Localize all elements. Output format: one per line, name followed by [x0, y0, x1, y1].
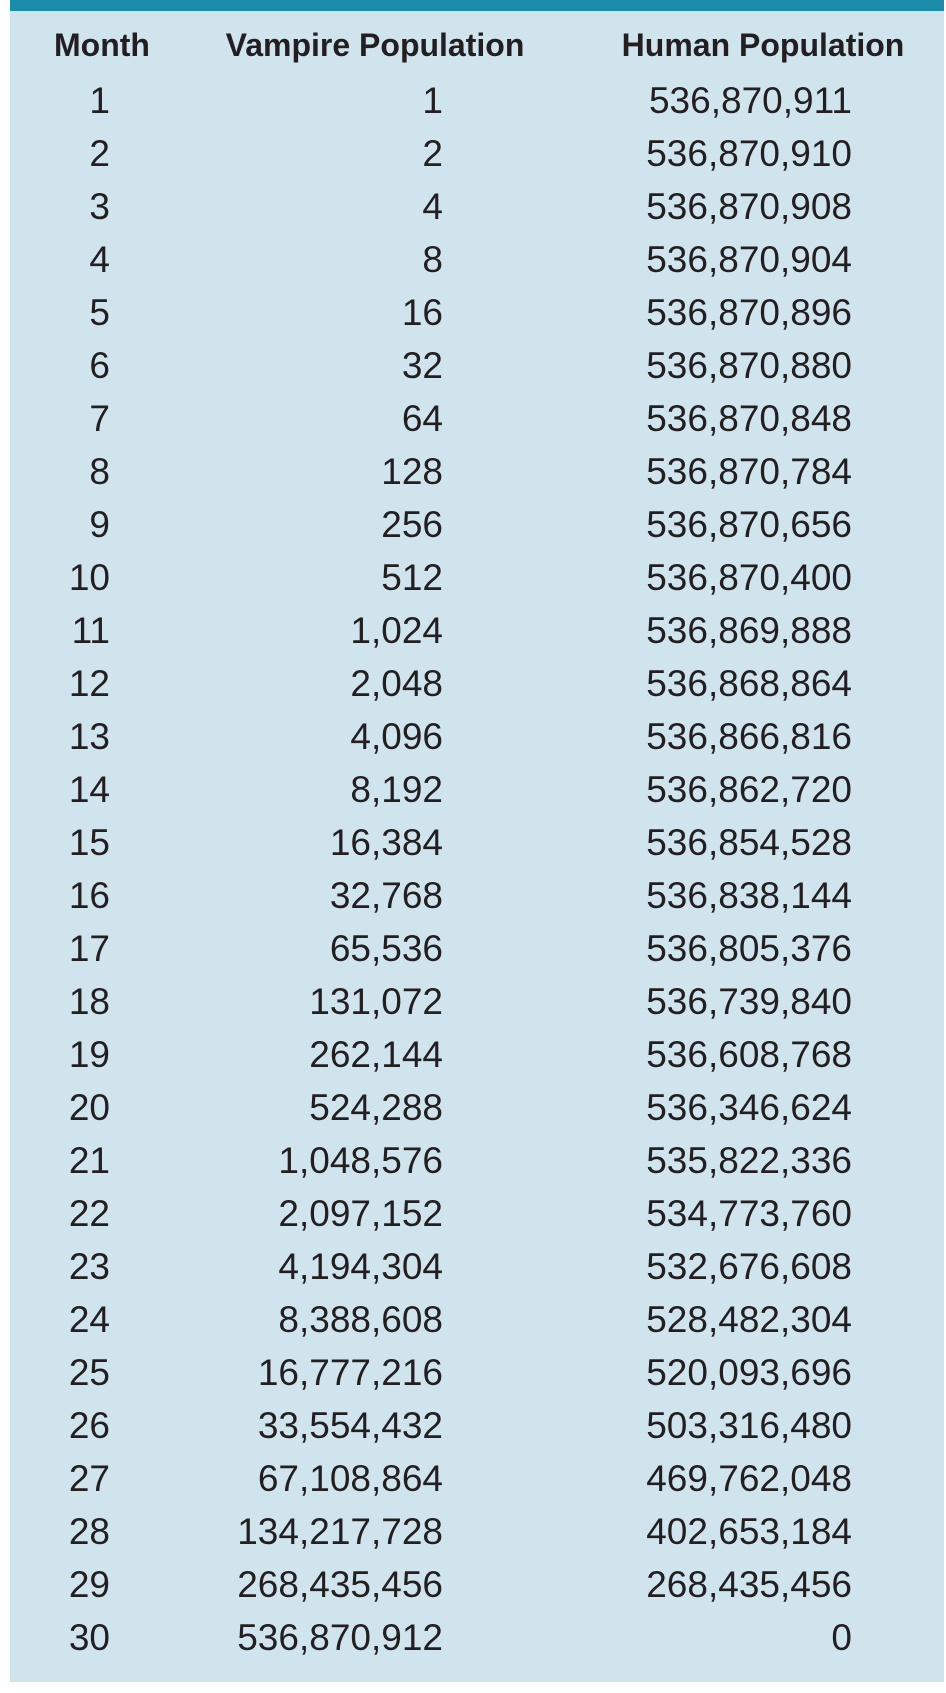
cell-month: 25	[68, 1352, 110, 1393]
cell-month: 21	[68, 1140, 110, 1181]
table-row	[10, 233, 944, 286]
cell-vampire-population: 64	[401, 398, 443, 439]
table-row	[10, 127, 944, 180]
cell-month: 4	[89, 239, 110, 280]
cell-month: 22	[68, 1193, 110, 1234]
cell-human-population: 536,866,816	[646, 716, 852, 757]
cell-human-population: 535,822,336	[646, 1140, 852, 1181]
cell-vampire-population: 1,048,576	[278, 1140, 443, 1181]
table-header-row	[10, 11, 944, 75]
cell-human-population: 536,870,848	[646, 398, 852, 439]
cell-vampire-population: 512	[381, 557, 443, 598]
cell-vampire-population: 134,217,728	[237, 1511, 443, 1552]
table-row	[10, 1293, 944, 1346]
cell-month: 12	[68, 663, 110, 704]
cell-vampire-population: 16,384	[329, 822, 443, 863]
cell-vampire-population: 32	[401, 345, 443, 386]
cell-human-population: 536,854,528	[646, 822, 852, 863]
table-row	[10, 604, 944, 657]
cell-human-population: 402,653,184	[646, 1511, 852, 1552]
cell-human-population: 536,862,720	[646, 769, 852, 810]
cell-human-population: 503,316,480	[646, 1405, 852, 1446]
cell-month: 29	[68, 1564, 110, 1605]
table-row	[10, 1399, 944, 1452]
table-body	[10, 74, 944, 1664]
table-row	[10, 1346, 944, 1399]
table-row	[10, 816, 944, 869]
table-row	[10, 1505, 944, 1558]
cell-vampire-population: 8	[422, 239, 443, 280]
table-row	[10, 445, 944, 498]
table-row	[10, 74, 944, 127]
cell-human-population: 268,435,456	[646, 1564, 852, 1605]
cell-human-population: 536,346,624	[646, 1087, 852, 1128]
cell-month: 15	[68, 822, 110, 863]
cell-vampire-population: 33,554,432	[257, 1405, 443, 1446]
cell-vampire-population: 16	[401, 292, 443, 333]
table-row	[10, 286, 944, 339]
cell-month: 10	[68, 557, 110, 598]
cell-vampire-population: 4,194,304	[278, 1246, 443, 1287]
cell-human-population: 536,869,888	[646, 610, 852, 651]
table-row	[10, 1611, 944, 1664]
column-header-human-population: Human Population	[621, 27, 905, 63]
table-row	[10, 392, 944, 445]
cell-vampire-population: 131,072	[309, 981, 443, 1022]
cell-human-population: 536,868,864	[646, 663, 852, 704]
cell-month: 26	[68, 1405, 110, 1446]
cell-month: 23	[68, 1246, 110, 1287]
cell-vampire-population: 1,024	[350, 610, 443, 651]
cell-vampire-population: 268,435,456	[237, 1564, 443, 1605]
cell-month: 19	[68, 1034, 110, 1075]
cell-vampire-population: 65,536	[329, 928, 443, 969]
cell-human-population: 536,870,400	[646, 557, 852, 598]
cell-human-population: 536,838,144	[646, 875, 852, 916]
table-row	[10, 339, 944, 392]
cell-month: 27	[68, 1458, 110, 1499]
cell-month: 18	[68, 981, 110, 1022]
table-row	[10, 1187, 944, 1240]
cell-vampire-population: 262,144	[309, 1034, 443, 1075]
cell-vampire-population: 32,768	[329, 875, 443, 916]
cell-vampire-population: 2	[422, 133, 443, 174]
table-row	[10, 763, 944, 816]
cell-month: 28	[68, 1511, 110, 1552]
cell-month: 5	[89, 292, 110, 333]
table-row	[10, 498, 944, 551]
cell-month: 14	[68, 769, 110, 810]
table-row	[10, 1240, 944, 1293]
cell-month: 24	[68, 1299, 110, 1340]
cell-month: 9	[89, 504, 110, 545]
cell-month: 11	[71, 610, 110, 651]
vampire-human-population-table	[10, 11, 944, 1682]
cell-month: 30	[68, 1617, 110, 1658]
cell-vampire-population: 536,870,912	[237, 1617, 443, 1658]
cell-vampire-population: 4,096	[350, 716, 443, 757]
cell-month: 16	[68, 875, 110, 916]
cell-human-population: 536,870,911	[648, 80, 852, 121]
table-row	[10, 1558, 944, 1611]
cell-human-population: 528,482,304	[646, 1299, 852, 1340]
table-row	[10, 710, 944, 763]
cell-human-population: 469,762,048	[646, 1458, 852, 1499]
cell-vampire-population: 524,288	[309, 1087, 443, 1128]
table-row	[10, 922, 944, 975]
column-header-month: Month	[54, 27, 150, 63]
cell-month: 2	[89, 133, 110, 174]
cell-month: 7	[89, 398, 110, 439]
cell-human-population: 536,870,904	[646, 239, 852, 280]
cell-human-population: 536,608,768	[646, 1034, 852, 1075]
cell-month: 17	[68, 928, 110, 969]
cell-vampire-population: 128	[381, 451, 443, 492]
cell-vampire-population: 16,777,216	[257, 1352, 443, 1393]
table-row	[10, 975, 944, 1028]
table-top-accent-bar	[10, 0, 944, 11]
cell-human-population: 536,870,910	[646, 133, 852, 174]
cell-human-population: 520,093,696	[646, 1352, 852, 1393]
table-row	[10, 1081, 944, 1134]
cell-human-population: 536,870,908	[646, 186, 852, 227]
cell-human-population: 536,870,880	[646, 345, 852, 386]
cell-vampire-population: 1	[422, 80, 443, 121]
cell-month: 8	[89, 451, 110, 492]
cell-vampire-population: 67,108,864	[257, 1458, 443, 1499]
cell-vampire-population: 256	[381, 504, 443, 545]
column-header-vampire-population: Vampire Population	[225, 27, 525, 63]
cell-month: 6	[89, 345, 110, 386]
cell-human-population: 0	[831, 1617, 852, 1658]
cell-vampire-population: 2,097,152	[278, 1193, 443, 1234]
table-row	[10, 1028, 944, 1081]
cell-vampire-population: 4	[422, 186, 443, 227]
table-row	[10, 1134, 944, 1187]
cell-vampire-population: 8,192	[350, 769, 443, 810]
cell-month: 20	[68, 1087, 110, 1128]
cell-human-population: 536,739,840	[646, 981, 852, 1022]
cell-human-population: 536,870,896	[646, 292, 852, 333]
cell-human-population: 536,870,656	[646, 504, 852, 545]
cell-human-population: 536,805,376	[646, 928, 852, 969]
cell-vampire-population: 2,048	[350, 663, 443, 704]
cell-human-population: 532,676,608	[646, 1246, 852, 1287]
table-row	[10, 869, 944, 922]
cell-vampire-population: 8,388,608	[278, 1299, 443, 1340]
table-row	[10, 657, 944, 710]
cell-human-population: 534,773,760	[646, 1193, 852, 1234]
cell-month: 13	[68, 716, 110, 757]
table-row	[10, 180, 944, 233]
table-row	[10, 551, 944, 604]
cell-month: 1	[89, 80, 110, 121]
table-row	[10, 1452, 944, 1505]
cell-human-population: 536,870,784	[646, 451, 852, 492]
cell-month: 3	[89, 186, 110, 227]
